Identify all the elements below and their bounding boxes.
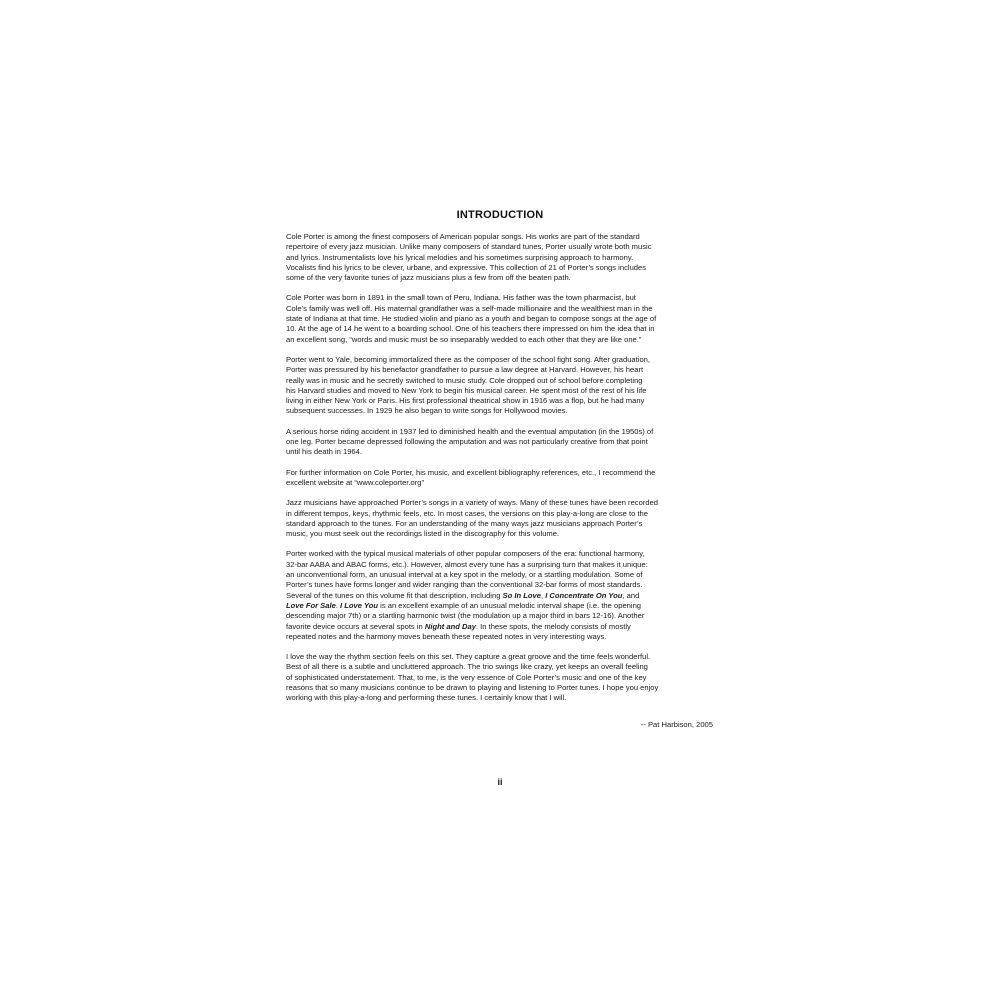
text-line bbox=[286, 509, 716, 519]
text-line bbox=[286, 253, 716, 263]
paragraph bbox=[286, 468, 716, 489]
text-run: an excellent song, “words and music must be so inseparably wedded to each other that they are like one.” bbox=[286, 334, 642, 344]
text-line bbox=[286, 468, 716, 478]
text-line bbox=[286, 632, 716, 642]
text-line bbox=[286, 437, 716, 447]
text-line bbox=[286, 376, 716, 386]
text-run: is an excellent example of an unusual melodic interval shape (i.e. the opening bbox=[378, 600, 642, 610]
song-title: I Love You bbox=[340, 600, 379, 610]
text-run: music, you must seek out the recordings listed in the discography for this volume. bbox=[286, 529, 560, 539]
text-run: Porter was pressured by his benefactor grandfather to pursue a law degree at Harvard. However, his heart bbox=[286, 365, 644, 375]
paragraph bbox=[286, 652, 716, 703]
text-run: Porter went to Yale, becoming immortalized there as the composer of the school fight song. After graduation, bbox=[286, 354, 650, 364]
text-line bbox=[286, 232, 716, 242]
text-run: . In these spots, the melody consists of mostly bbox=[475, 621, 631, 631]
text-run: working with this play-a-long and performing these tunes. I certainly know that I will. bbox=[286, 693, 567, 703]
text-line bbox=[286, 622, 716, 632]
signature: -- Pat Harbison, 2005 bbox=[640, 720, 713, 729]
text-run: reasons that so many musicians continue to be drawn to playing and listening to Porter tunes. I hope you enjoy bbox=[286, 682, 659, 692]
song-title: Night and Day bbox=[424, 621, 476, 631]
song-title: So In Love bbox=[502, 590, 541, 600]
text-line bbox=[286, 406, 716, 416]
paragraph bbox=[286, 293, 716, 344]
text-run: Best of all there is a subtle and uncluttered approach. The trio swings like crazy, yet keeps an overall feeling bbox=[286, 662, 648, 672]
text-run: his Harvard studies and moved to New York to begin his musical career. He spent most of the rest of his life bbox=[286, 385, 647, 395]
text-line bbox=[286, 314, 716, 324]
body-text bbox=[286, 232, 716, 714]
text-line bbox=[286, 273, 716, 283]
text-line bbox=[286, 519, 716, 529]
text-line bbox=[286, 478, 716, 488]
text-run: descending major 7th) or a startling harmonic twist (the modulation up a major third in bars 12-16). Another bbox=[286, 611, 645, 621]
text-line bbox=[286, 263, 716, 273]
text-line bbox=[286, 365, 716, 375]
text-line bbox=[286, 549, 716, 559]
text-run: state of Indiana at that time. He studied violin and piano as a youth and began to compose songs at the age of bbox=[286, 314, 657, 324]
text-line bbox=[286, 529, 716, 539]
text-run: some of the very favorite tunes of jazz musicians plus a few from off the beaten path. bbox=[286, 273, 571, 283]
text-run: . bbox=[335, 600, 341, 610]
text-line bbox=[286, 662, 716, 672]
text-line bbox=[286, 591, 716, 601]
text-run: and lyrics. Instrumentalists love his lyrical melodies and his sometimes surprising approach to harmony. bbox=[286, 252, 634, 262]
text-line bbox=[286, 693, 716, 703]
text-run: Vocalists find his lyrics to be clever, urbane, and expressive. This collection of 21 of Porter’s songs includes bbox=[286, 262, 647, 272]
text-line bbox=[286, 683, 716, 693]
text-line bbox=[286, 447, 716, 457]
text-run: 10. At the age of 14 he went to a boarding school. One of his teachers there impressed on him the idea that in bbox=[286, 324, 655, 334]
text-run: Cole Porter was born in 1891 in the small town of Peru, Indiana. His father was the town pharmacist, but bbox=[286, 293, 636, 303]
page-title: INTRODUCTION bbox=[456, 209, 544, 221]
text-line bbox=[286, 242, 716, 252]
text-run: , bbox=[540, 590, 546, 600]
text-run: subsequent successes. In 1929 he also began to write songs for Hollywood movies. bbox=[286, 406, 568, 416]
text-line bbox=[286, 386, 716, 396]
text-run: , and bbox=[622, 590, 640, 600]
text-run: really was in music and he secretly switched to music study. Cole dropped out of school before completing bbox=[286, 375, 643, 385]
text-line bbox=[286, 560, 716, 570]
song-title: Love For Sale bbox=[286, 600, 336, 610]
text-line bbox=[286, 335, 716, 345]
text-run: favorite device occurs at several spots in bbox=[286, 621, 425, 631]
paragraph bbox=[286, 427, 716, 458]
text-line bbox=[286, 324, 716, 334]
text-run: For further information on Cole Porter, his music, and excellent bibliography references, etc., I recommend the bbox=[286, 467, 656, 477]
text-run: Porter worked with the typical musical materials of other popular composers of the era: functional harmony, bbox=[286, 549, 645, 559]
text-run: 32-bar AABA and ABAC forms, etc.). However, almost every tune has a surprising turn that makes it unique: bbox=[286, 559, 648, 569]
text-line bbox=[286, 355, 716, 365]
text-run: Cole Porter is among the finest composers of American popular songs. His works are part of the standard bbox=[286, 232, 640, 241]
text-run: of sophisticated understatement. That, to me, is the very essence of Cole Porter’s music and one of the key bbox=[286, 672, 647, 682]
text-run: I love the way the rhythm section feels on this set. They capture a great groove and the time feels wonderful. bbox=[286, 652, 651, 662]
text-line bbox=[286, 293, 716, 303]
text-line bbox=[286, 652, 716, 662]
text-run: Porter’s tunes have forms longer and wider ranging than the conventional 32-bar forms of most standards. bbox=[286, 580, 643, 590]
text-line bbox=[286, 580, 716, 590]
text-run: one leg. Porter became depressed following the amputation and was not particularly creative from that point bbox=[286, 437, 648, 447]
text-line bbox=[286, 304, 716, 314]
text-run: in different tempos, keys, rhythmic feels, etc. In most cases, the versions on this play-a-long are close to the bbox=[286, 508, 648, 518]
text-run: standard approach to the tunes. For an understanding of the many ways jazz musicians approach Porter’s bbox=[286, 518, 643, 528]
text-run: living in either New York or Paris. His first professional theatrical show in 1916 was a flop, but he had many bbox=[286, 396, 645, 406]
text-line bbox=[286, 601, 716, 611]
text-run: excellent website at “www.coleporter.org” bbox=[286, 477, 425, 487]
text-run: Several of the tunes on this volume fit that description, including bbox=[286, 590, 503, 600]
text-run: repeated notes and the harmony moves beneath these repeated notes in very interesting ways. bbox=[286, 631, 607, 641]
text-line bbox=[286, 570, 716, 580]
text-run: Jazz musicians have approached Porter’s songs in a variety of ways. Many of these tunes have been recorded bbox=[286, 498, 659, 508]
paragraph bbox=[286, 232, 716, 283]
text-line bbox=[286, 427, 716, 437]
paragraph bbox=[286, 549, 716, 642]
paragraph bbox=[286, 498, 716, 539]
text-line bbox=[286, 396, 716, 406]
text-run: A serious horse riding accident in 1937 led to diminished health and the eventual amputation (in the 1950s) of bbox=[286, 426, 654, 436]
text-run: repertoire of every jazz musician. Unlike many composers of standard tunes, Porter usually wrote both music bbox=[286, 242, 652, 252]
text-run: until his death in 1964. bbox=[286, 447, 362, 457]
song-title: I Concentrate On You bbox=[545, 590, 623, 600]
text-run: an unconventional form, an unusual interval at a key spot in the melody, or a startling modulation. Some of bbox=[286, 570, 643, 580]
text-line bbox=[286, 498, 716, 508]
text-line bbox=[286, 673, 716, 683]
paragraph bbox=[286, 355, 716, 417]
text-line bbox=[286, 611, 716, 621]
page-number: ii bbox=[497, 777, 503, 787]
text-run: Cole’s family was well off. His maternal grandfather was a self-made millionaire and the wealthiest man in the bbox=[286, 303, 653, 313]
